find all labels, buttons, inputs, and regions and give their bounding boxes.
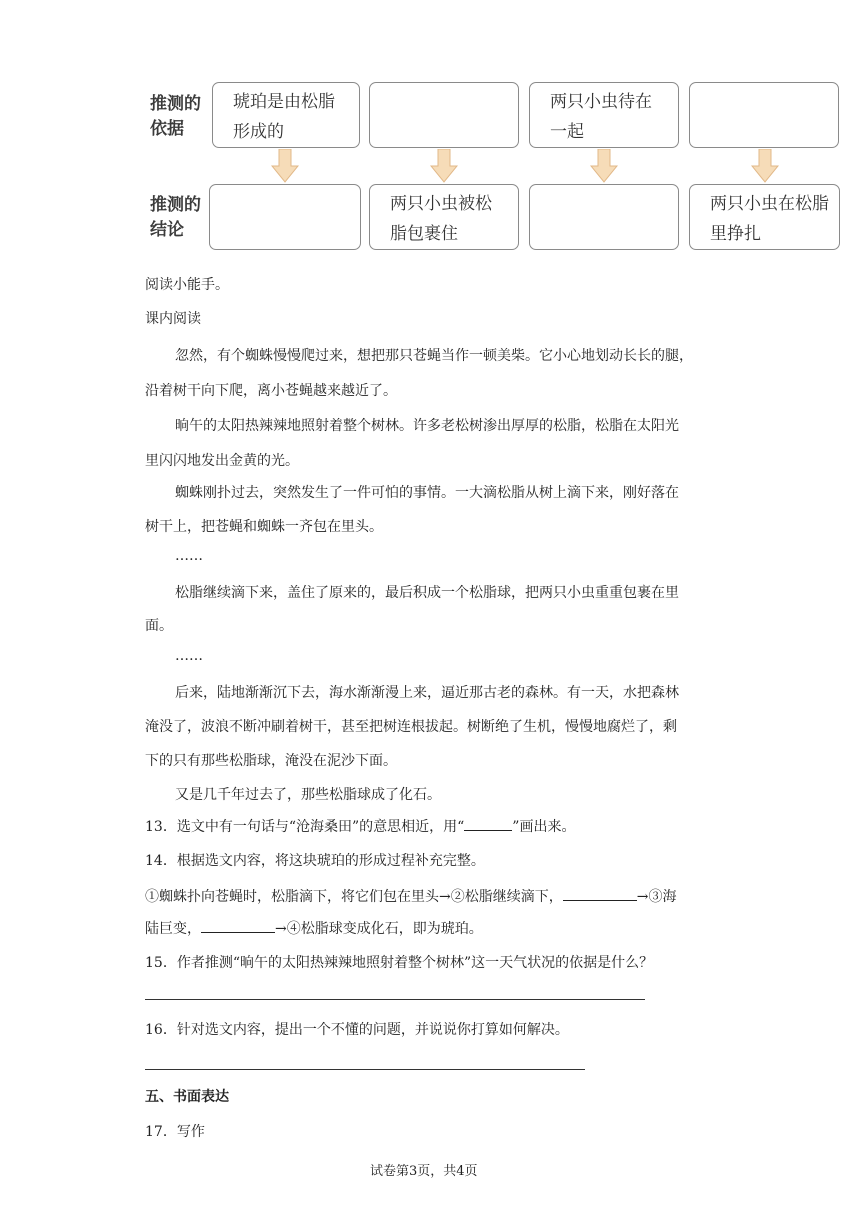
question-16: 16．针对选文内容，提出一个不懂的问题，并说说你打算如何解决。 (145, 1022, 569, 1038)
passage-line: 后来，陆地渐渐沉下去，海水渐渐漫上来，逼近那古老的森林。有一天，水把森林 (175, 685, 679, 701)
subsection-title: 课内阅读 (145, 311, 201, 327)
passage-line: 蜘蛛刚扑过去，突然发生了一件可怕的事情。一大滴松脂从树上滴下来，刚好落在 (175, 485, 679, 501)
basis-row-label: 推测的 依据 (150, 94, 201, 139)
basis-box-2 (369, 82, 519, 148)
question-14: 14．根据选文内容，将这块琥珀的形成过程补充完整。 (145, 853, 485, 869)
conclusion-box-3 (529, 184, 679, 250)
question-14-step-text: ①蜘蛛扑向苍蝇时，松脂滴下，将它们包在里头→②松脂继续滴下， (145, 889, 563, 905)
answer-line-15[interactable] (145, 999, 645, 1000)
question-13-text-end: ”画出来。 (512, 819, 576, 835)
basis-box-1: 琥珀是由松脂形成的 (212, 82, 360, 148)
question-14-step-text: →③海 (636, 889, 677, 905)
answer-blank[interactable] (201, 918, 275, 933)
conclusion-row-label: 推测的 结论 (150, 195, 201, 240)
passage-line: 沿着树干向下爬，离小苍蝇越来越近了。 (145, 383, 397, 399)
passage-line: 下的只有那些松脂球，淹没在泥沙下面。 (145, 753, 397, 769)
passage-line: 面。 (145, 618, 173, 634)
question-14-line-1 (145, 886, 676, 907)
ellipsis: …… (175, 548, 203, 564)
page-footer: 试卷第3页，共4页 (370, 1164, 478, 1179)
conclusion-box-4: 两只小虫在松脂里挣扎 (689, 184, 840, 250)
answer-line-16[interactable] (145, 1069, 585, 1070)
passage-line: 忽然，有个蜘蛛慢慢爬过来，想把那只苍蝇当作一顿美柴。它小心地划动长长的腿， (175, 348, 693, 364)
basis-box-4 (689, 82, 839, 148)
ellipsis: …… (175, 648, 203, 664)
passage-line: 晌午的太阳热辣辣地照射着整个树林。许多老松树渗出厚厚的松脂，松脂在太阳光 (175, 418, 679, 434)
answer-blank[interactable] (563, 886, 637, 901)
down-arrow-icon (271, 149, 299, 183)
down-arrow-icon (430, 149, 458, 183)
question-13-text: 13．选文中有一句话与“沧海桑田”的意思相近，用“ (145, 819, 465, 835)
passage-line: 又是几千年过去了，那些松脂球成了化石。 (175, 787, 441, 803)
passage-line: 树干上，把苍蝇和蜘蛛一齐包在里头。 (145, 519, 383, 535)
question-14-line-2 (145, 918, 483, 939)
down-arrow-icon (590, 149, 618, 183)
question-14-step-text: →④松脂球变成化石，即为琥珀。 (275, 921, 483, 937)
down-arrow-icon (751, 149, 779, 183)
answer-blank[interactable] (464, 816, 512, 831)
question-15: 15．作者推测“晌午的太阳热辣辣地照射着整个树林”这一天气状况的依据是什么？ (145, 955, 654, 971)
passage-line: 淹没了，波浪不断冲刷着树干，甚至把树连根拔起。树断绝了生机，慢慢地腐烂了，剩 (145, 719, 677, 735)
question-17: 17．写作 (145, 1124, 205, 1140)
section-title: 阅读小能手。 (145, 277, 229, 293)
passage-line: 里闪闪地发出金黄的光。 (145, 453, 299, 469)
question-14-step-text: 陆巨变， (145, 921, 201, 937)
section-5-title: 五、书面表达 (145, 1089, 229, 1105)
conclusion-box-2: 两只小虫被松脂包裹住 (369, 184, 519, 250)
basis-box-3: 两只小虫待在一起 (529, 82, 679, 148)
conclusion-box-1 (209, 184, 361, 250)
question-13 (145, 816, 575, 837)
passage-line: 松脂继续滴下来，盖住了原来的，最后积成一个松脂球，把两只小虫重重包裹在里 (175, 585, 679, 601)
